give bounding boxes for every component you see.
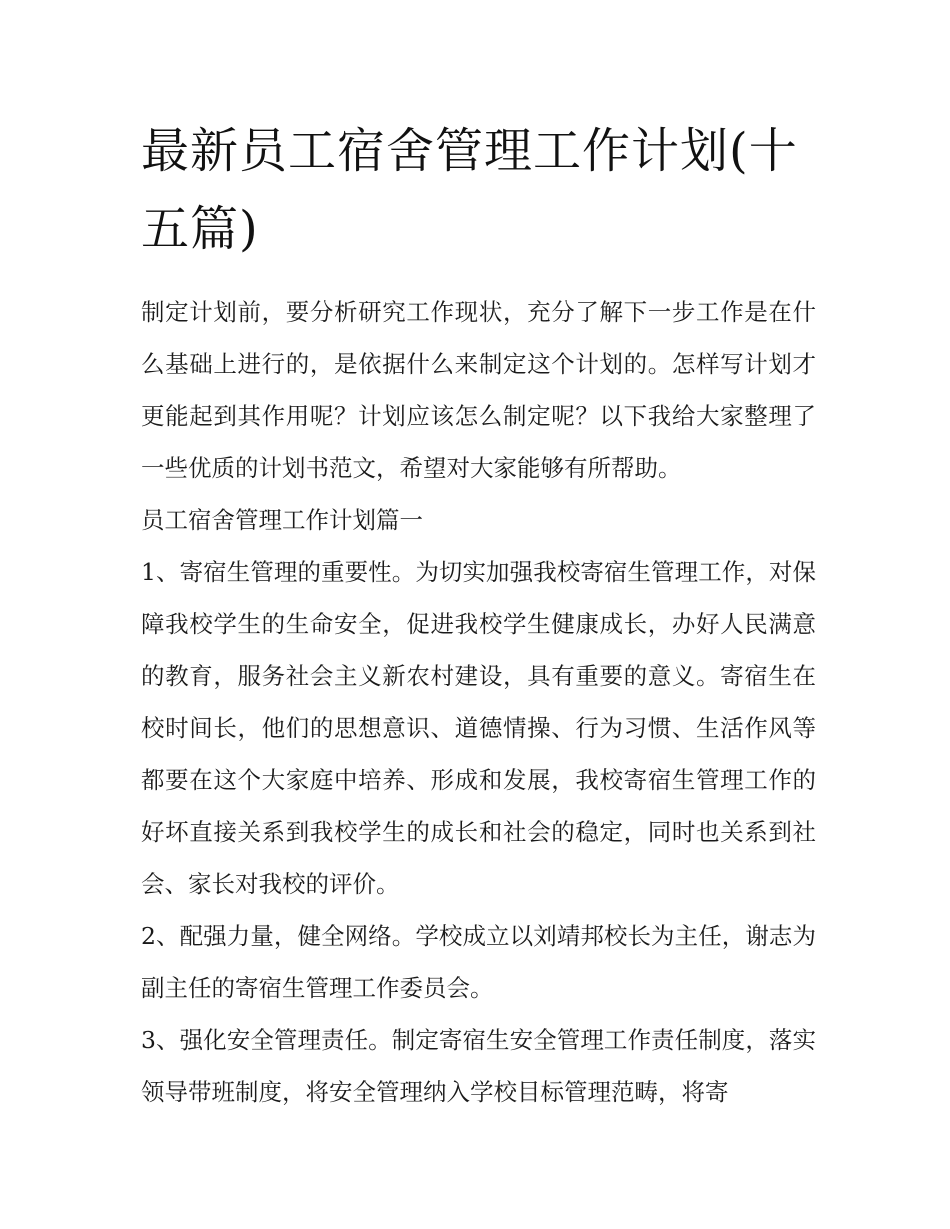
section-heading: 员工宿舍管理工作计划篇一 [141,506,423,534]
paragraph-item-2: 2、配强力量，健全网络。学校成立以刘靖邦校长为主任，谢志为副主任的寄宿生管理工作委员会。 [141,922,816,1002]
paragraph-item-1: 1、寄宿生管理的重要性。为切实加强我校寄宿生管理工作，对保障我校学生的生命安全，促进我校学生健康成长，办好人民满意的教育，服务社会主义新农村建设，具有重要的意义。寄宿生在校时间长，他们的思想意识、道德情操、行为习惯、生活作风等都要在这个大家庭中培养、形成和发展，我校寄宿生管理工作的好坏直接关系到我校学生的成长和社会的稳定，同时也关系到社会、家长对我校的评价。 [141,558,816,898]
paragraph-item-3: 3、强化安全管理责任。制定寄宿生安全管理工作责任制度，落实领导带班制度，将安全管理纳入学校目标管理范畴，将寄 [141,1026,816,1106]
intro-paragraph: 制定计划前，要分析研究工作现状，充分了解下一步工作是在什么基础上进行的，是依据什么来制定这个计划的。怎样写计划才更能起到其作用呢？计划应该怎么制定呢？以下我给大家整理了一些优质的计划书范文，希望对大家能够有所帮助。 [141,298,816,482]
document-content [141,112,816,1118]
document-body [141,286,816,1118]
document-title: 最新员工宿舍管理工作计划(十五篇) [141,123,798,257]
